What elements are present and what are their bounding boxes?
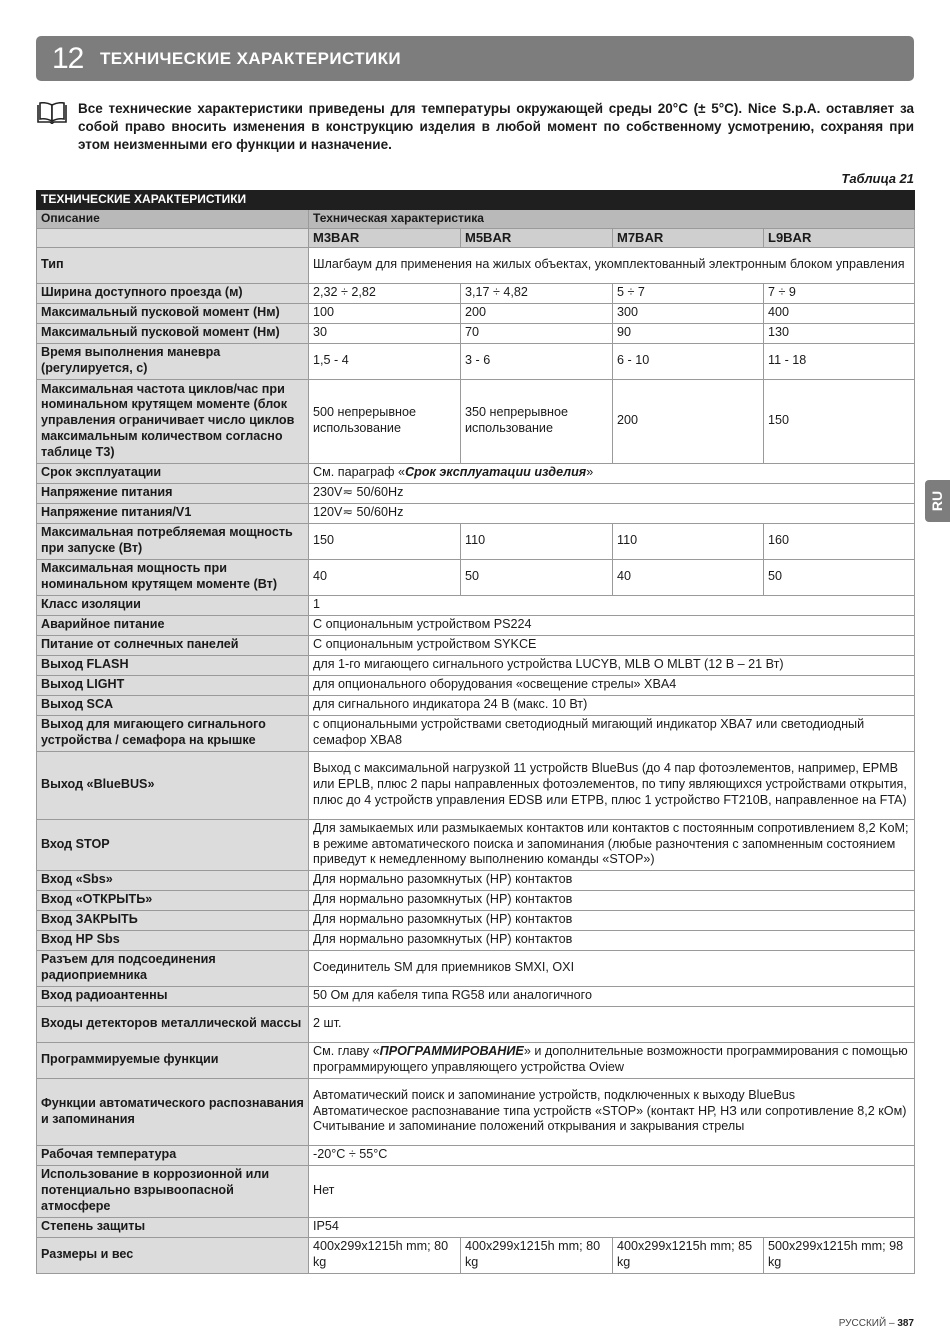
row-label: Разъем для подсоединения радиоприемника	[37, 950, 309, 986]
row-value: Нет	[309, 1165, 915, 1217]
table-row	[37, 695, 915, 715]
table-row	[37, 595, 915, 615]
table-row	[37, 283, 915, 303]
row-label: Выход SCA	[37, 695, 309, 715]
row-value: для 1-го мигающего сигнального устройства LUCYB, MLB O MLBT (12 В – 21 Вт)	[309, 655, 915, 675]
model-name: M5BAR	[461, 228, 613, 247]
row-value: 400x299x1215h mm; 80 kg	[309, 1237, 461, 1273]
row-value: 400x299x1215h mm; 85 kg	[613, 1237, 764, 1273]
table-row	[37, 615, 915, 635]
table-row	[37, 986, 915, 1006]
row-value: 100	[309, 303, 461, 323]
row-label: Выход LIGHT	[37, 675, 309, 695]
section-reference: Срок эксплуатации изделия	[405, 465, 587, 480]
table-row	[37, 819, 915, 870]
row-value: Для нормально разомкнутых (НР) контактов	[309, 930, 915, 950]
models-blank	[37, 228, 309, 247]
row-value: 90	[613, 323, 764, 343]
text-suffix: »	[586, 465, 594, 480]
text-prefix: См. параграф «	[313, 465, 406, 480]
row-value: 2 шт.	[309, 1006, 915, 1042]
value-line: Автоматическое распознавание типа устройств «STOP» (контакт НР, НЗ или сопротивление 8,2 кОм)	[313, 1103, 907, 1118]
table-title-row	[37, 191, 915, 210]
text-prefix: См. главу «	[313, 1044, 380, 1059]
row-label: Выход FLASH	[37, 655, 309, 675]
row-value: 6 - 10	[613, 343, 764, 379]
table-row	[37, 715, 915, 751]
table-row	[37, 303, 915, 323]
row-label: Выход для мигающего сигнального устройства / семафора на крышке	[37, 715, 309, 751]
models-row	[37, 228, 915, 247]
book-icon	[36, 102, 68, 124]
row-label: Входы детекторов металлической массы	[37, 1006, 309, 1042]
table-row	[37, 870, 915, 890]
row-label: Вход НР Sbs	[37, 930, 309, 950]
table-row	[37, 559, 915, 595]
table-row	[37, 1165, 915, 1217]
row-value: 7 ÷ 9	[764, 283, 915, 303]
row-value: 1	[309, 595, 915, 615]
value-line: Считывание и запоминание положений открывания и закрывания стрелы	[313, 1119, 745, 1134]
footer-language: РУССКИЙ –	[838, 1318, 898, 1329]
row-label: Срок эксплуатации	[37, 463, 309, 483]
row-label: Вход «Sbs»	[37, 870, 309, 890]
row-value: 400x299x1215h mm; 80 kg	[461, 1237, 613, 1273]
row-label: Напряжение питания/V1	[37, 503, 309, 523]
row-value	[309, 1078, 915, 1145]
row-value: для сигнального индикатора 24 В (макс. 10 Вт)	[309, 695, 915, 715]
row-value: с опциональными устройствами светодиодный мигающий индикатор XBA7 или светодиодный семафор XBA8	[309, 715, 915, 751]
table-row	[37, 950, 915, 986]
table-row	[37, 635, 915, 655]
row-value: 400	[764, 303, 915, 323]
language-tab	[925, 480, 950, 522]
table-row	[37, 910, 915, 930]
row-value: 160	[764, 523, 915, 559]
row-value: 40	[613, 559, 764, 595]
row-label: Максимальный пусковой момент (Нм)	[37, 303, 309, 323]
row-value: Для нормально разомкнутых (НР) контактов	[309, 890, 915, 910]
row-value: Для нормально разомкнутых (НР) контактов	[309, 910, 915, 930]
row-value: 350 непрерывное использование	[461, 379, 613, 463]
row-value: 1,5 - 4	[309, 343, 461, 379]
row-label: Ширина доступного проезда (м)	[37, 283, 309, 303]
table-header-row	[37, 209, 915, 228]
text-suffix: » и дополнительные возможности программирования с помощью программирующего управляющего устройства Oview	[313, 1044, 908, 1075]
row-label: Класс изоляции	[37, 595, 309, 615]
row-value: С опциональным устройством PS224	[309, 615, 915, 635]
table-row	[37, 655, 915, 675]
row-value	[309, 1042, 915, 1078]
row-value: 200	[461, 303, 613, 323]
row-label: Максимальная мощность при номинальном крутящем моменте (Вт)	[37, 559, 309, 595]
row-value: 40	[309, 559, 461, 595]
table-row	[37, 483, 915, 503]
row-value: 3 - 6	[461, 343, 613, 379]
row-value: -20°C ÷ 55°C	[309, 1145, 915, 1165]
row-label: Функции автоматического распознавания и запоминания	[37, 1078, 309, 1145]
row-label: Размеры и вес	[37, 1237, 309, 1273]
row-value: С опциональным устройством SYKCE	[309, 635, 915, 655]
row-value: 500 непрерывное использование	[309, 379, 461, 463]
page-footer	[839, 1318, 914, 1329]
row-value	[309, 463, 915, 483]
row-label: Питание от солнечных панелей	[37, 635, 309, 655]
row-value: 5 ÷ 7	[613, 283, 764, 303]
row-value: 130	[764, 323, 915, 343]
section-reference: ПРОГРАММИРОВАНИЕ	[379, 1044, 524, 1059]
language-tab-label: RU	[929, 490, 946, 512]
row-value: 230V≂ 50/60Hz	[309, 483, 915, 503]
table-row	[37, 1042, 915, 1078]
row-value: 150	[309, 523, 461, 559]
table-row	[37, 1217, 915, 1237]
row-label: Вход ЗАКРЫТЬ	[37, 910, 309, 930]
section-header	[36, 36, 914, 81]
row-label: Вход радиоантенны	[37, 986, 309, 1006]
row-value: IP54	[309, 1217, 915, 1237]
row-value: 70	[461, 323, 613, 343]
row-value: 3,17 ÷ 4,82	[461, 283, 613, 303]
note-block	[36, 100, 914, 154]
col-spec: Техническая характеристика	[309, 209, 915, 228]
section-title: ТЕХНИЧЕСКИЕ ХАРАКТЕРИСТИКИ	[100, 48, 402, 68]
row-value: 50	[461, 559, 613, 595]
table-caption: Таблица 21	[841, 171, 914, 186]
model-name: M3BAR	[309, 228, 461, 247]
table-row	[37, 1006, 915, 1042]
table-row	[37, 247, 915, 283]
table-row	[37, 890, 915, 910]
row-value: 110	[461, 523, 613, 559]
row-label: Тип	[37, 247, 309, 283]
note-text: Все технические характеристики приведены для температуры окружающей среды 20°C (± 5°C). Nice S.p.A. оставляет за собой право вносить изменения в конструкцию изделия в любой момент по собственному усмотрению, сохраняя при этом неизменными его функции и назначение.	[78, 101, 914, 152]
table-row	[37, 751, 915, 819]
model-name: L9BAR	[764, 228, 915, 247]
row-value: 30	[309, 323, 461, 343]
row-label: Аварийное питание	[37, 615, 309, 635]
row-label: Время выполнения маневра (регулируется, с)	[37, 343, 309, 379]
row-value: Выход с максимальной нагрузкой 11 устройств BlueBus (до 4 пар фотоэлементов, например, EPMB или EPLB, плюс 2 пары направленных фотоэлементов, по типу являющихся устройствами открытия, плюс до 4 устройств управления EDSB или ETPB, плюс 1 устройство FT210B, направленное на FTA)	[309, 751, 915, 819]
row-value: 110	[613, 523, 764, 559]
row-value: Для замыкаемых или размыкаемых контактов или контактов с постоянным сопротивлением 8,2 KoM; в режиме автоматического поиска и запоминания (любые разночтения с запомненным состоянием приведут к немедленному выполнению команды «STOP»)	[309, 819, 915, 870]
row-value: 500x299x1215h mm; 98 kg	[764, 1237, 915, 1273]
table-row	[37, 1237, 915, 1273]
row-label: Максимальная частота циклов/час при номинальном крутящем моменте (блок управления ограничивает число циклов максимальным количеством согласно таблице T3)	[37, 379, 309, 463]
row-value: 150	[764, 379, 915, 463]
page-number: 387	[897, 1318, 914, 1329]
row-label: Максимальная потребляемая мощность при запуске (Вт)	[37, 523, 309, 559]
row-label: Программируемые функции	[37, 1042, 309, 1078]
row-value: 11 - 18	[764, 343, 915, 379]
table-row	[37, 523, 915, 559]
row-label: Напряжение питания	[37, 483, 309, 503]
row-value: 50	[764, 559, 915, 595]
row-label: Использование в коррозионной или потенциально взрывоопасной атмосфере	[37, 1165, 309, 1217]
row-label: Вход «ОТКРЫТЬ»	[37, 890, 309, 910]
table-row	[37, 379, 915, 463]
row-label: Степень защиты	[37, 1217, 309, 1237]
row-label: Рабочая температура	[37, 1145, 309, 1165]
row-label: Максимальный пусковой момент (Нм)	[37, 323, 309, 343]
table-row	[37, 463, 915, 483]
row-value: 200	[613, 379, 764, 463]
table-row	[37, 675, 915, 695]
model-name: M7BAR	[613, 228, 764, 247]
row-value: Соединитель SM для приемников SMXI, OXI	[309, 950, 915, 986]
col-description: Описание	[37, 209, 309, 228]
row-value: Для нормально разомкнутых (НР) контактов	[309, 870, 915, 890]
row-value: Шлагбаум для применения на жилых объектах, укомплектованный электронным блоком управления	[309, 247, 915, 283]
table-title: ТЕХНИЧЕСКИЕ ХАРАКТЕРИСТИКИ	[37, 191, 915, 210]
row-value: 2,32 ÷ 2,82	[309, 283, 461, 303]
section-number: 12	[52, 41, 84, 75]
row-value: 50 Ом для кабеля типа RG58 или аналогичного	[309, 986, 915, 1006]
table-row	[37, 930, 915, 950]
table-row	[37, 1078, 915, 1145]
row-label: Вход STOP	[37, 819, 309, 870]
value-line: Автоматический поиск и запоминание устройств, подключенных к выходу BlueBus	[313, 1087, 796, 1102]
spec-table	[36, 190, 915, 1274]
table-row	[37, 343, 915, 379]
table-row	[37, 503, 915, 523]
table-row	[37, 323, 915, 343]
row-value: для опционального оборудования «освещение стрелы» XBA4	[309, 675, 915, 695]
table-row	[37, 1145, 915, 1165]
row-value: 300	[613, 303, 764, 323]
row-value: 120V≂ 50/60Hz	[309, 503, 915, 523]
row-label: Выход «BlueBUS»	[37, 751, 309, 819]
